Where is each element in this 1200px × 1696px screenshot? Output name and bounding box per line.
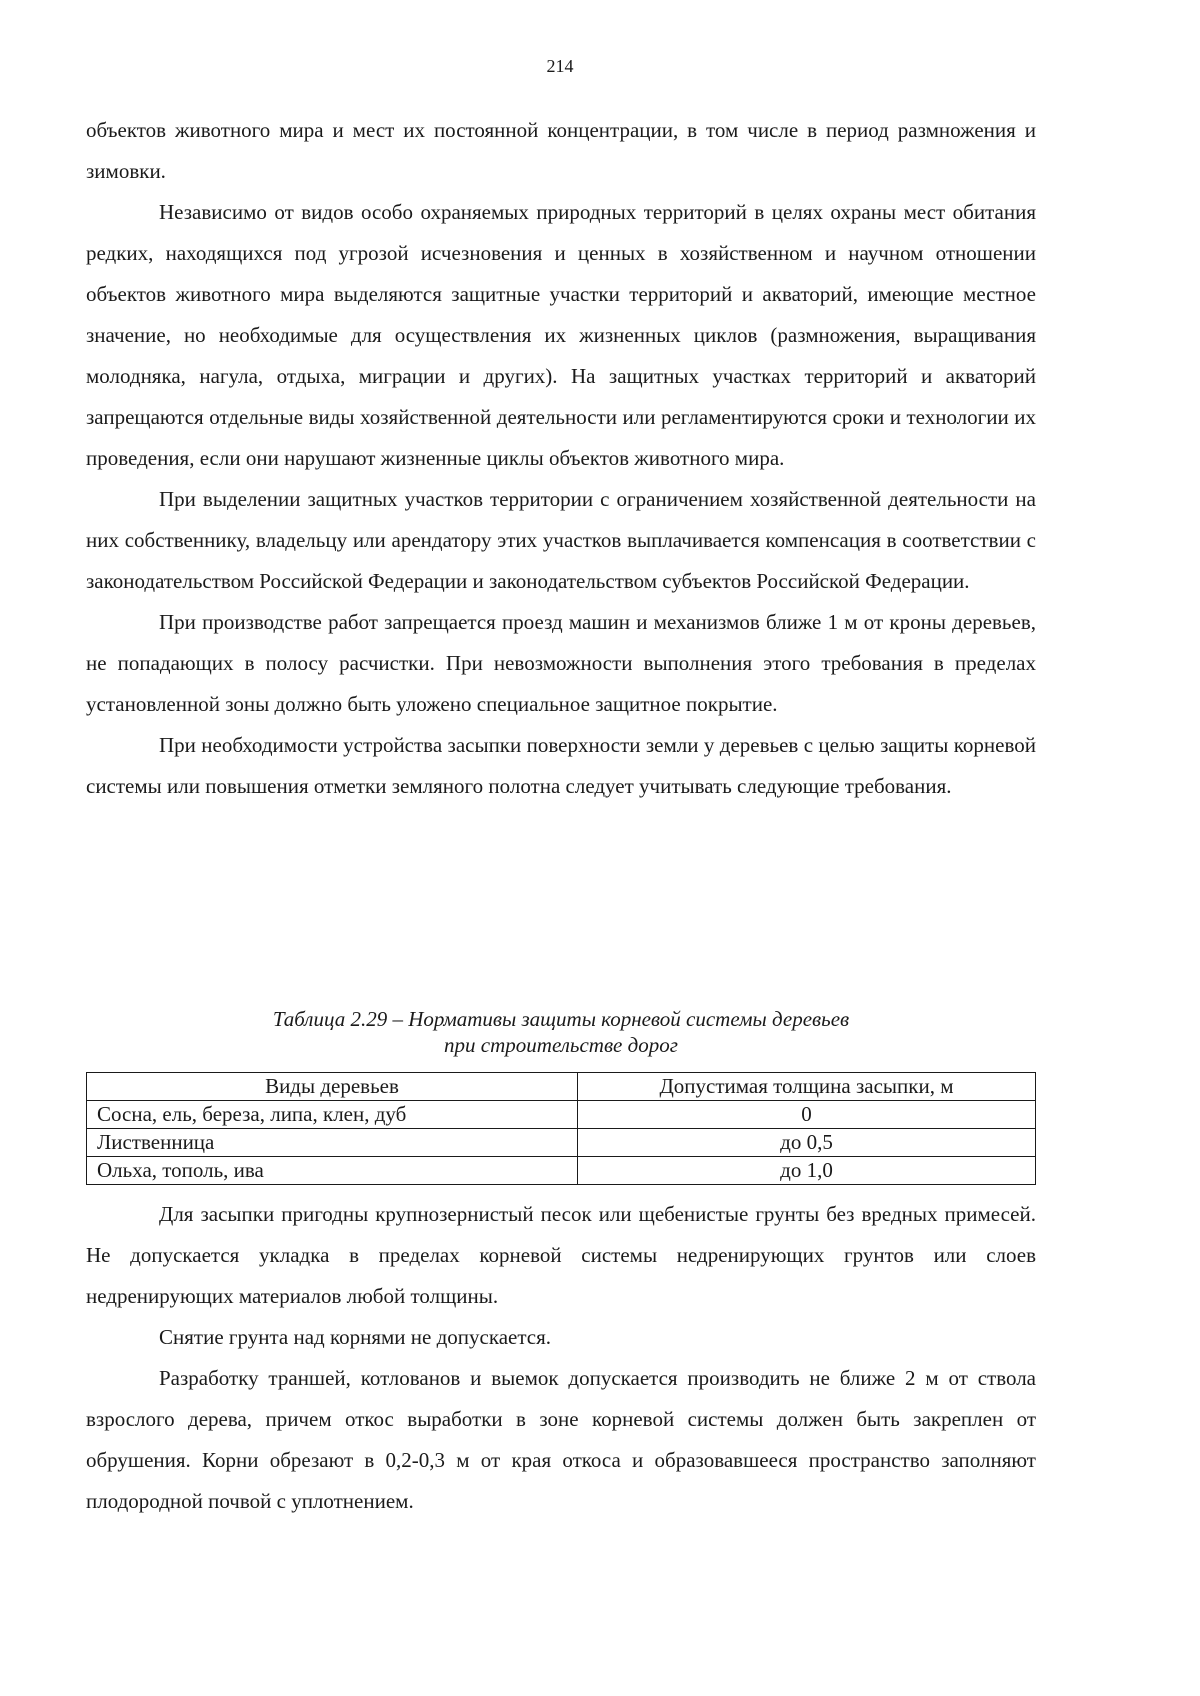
table-caption-line: Таблица 2.29 – Нормативы защиты корневой системы деревьев [272,1007,850,1031]
page-number: 214 [546,56,574,76]
table-caption-line: при строительстве дорог [444,1033,678,1057]
table-row [87,1157,1036,1185]
paragraph: Снятие грунта над корнями не допускается. [159,1325,552,1349]
paragraph: Разработку траншей, котлованов и выемок допускается производить не ближе 2 м от ствола взрослого дерева, причем откос выработки в зоне корневой системы должен быть закреплен от обрушения. Корни обрезают в 0,2-0,3 м от края откоса и образовавшееся пространство заполняют плодородной почвой с уплотнением. [86,1366,1036,1513]
root-protection-table [86,1072,1036,1185]
column-header-fill-thickness: Допустимая толщина засыпки, м [578,1073,1036,1101]
table-cell-fill-thickness: 0 [578,1101,1036,1129]
paragraph: объектов животного мира и мест их постоянной концентрации, в том числе в период размножения и зимовки. [86,118,1036,183]
table-cell-fill-thickness: до 1,0 [578,1157,1036,1185]
table-row [87,1129,1036,1157]
paragraph: При выделении защитных участков территории с ограничением хозяйственной деятельности на них собственнику, владельцу или арендатору этих участков выплачивается компенсация в соответствии с законодательством Российской Федерации и законодательством субъектов Российской Федерации. [86,487,1036,593]
table-cell-tree-species: Лиственница [87,1129,578,1157]
body-text-bottom [86,1194,1036,1522]
table-header-row [87,1073,1036,1101]
paragraph: При необходимости устройства засыпки поверхности земли у деревьев с целью защиты корневой системы или повышения отметки земляного полотна следует учитывать следующие требования. [86,733,1036,798]
body-text-top [86,110,1036,807]
column-header-tree-species: Виды деревьев [87,1073,578,1101]
paragraph: При производстве работ запрещается проезд машин и механизмов ближе 1 м от кроны деревьев, не попадающих в полосу расчистки. При невозможности выполнения этого требования в пределах установленной зоны должно быть уложено специальное защитное покрытие. [86,610,1036,716]
table-cell-tree-species: Ольха, тополь, ива [87,1157,578,1185]
table-caption [86,1006,1036,1058]
paragraph: Независимо от видов особо охраняемых природных территорий в целях охраны мест обитания редких, находящихся под угрозой исчезновения и ценных в хозяйственном и научном отношении объектов животного мира выделяются защитные участки территорий и акваторий, имеющие местное значение, но необходимые для осуществления их жизненных циклов (размножения, выращивания молодняка, нагула, отдыха, миграции и других). На защитных участках территорий и акваторий запрещаются отдельные виды хозяйственной деятельности или регламентируются сроки и технологии их проведения, если они нарушают жизненные циклы объектов животного мира. [86,200,1036,470]
table-row [87,1101,1036,1129]
table-cell-fill-thickness: до 0,5 [578,1129,1036,1157]
table-cell-tree-species: Сосна, ель, береза, липа, клен, дуб [87,1101,578,1129]
paragraph: Для засыпки пригодны крупнозернистый песок или щебенистые грунты без вредных примесей. Не допускается укладка в пределах корневой системы недренирующих грунтов или слоев недренирующих материалов любой толщины. [86,1202,1036,1308]
